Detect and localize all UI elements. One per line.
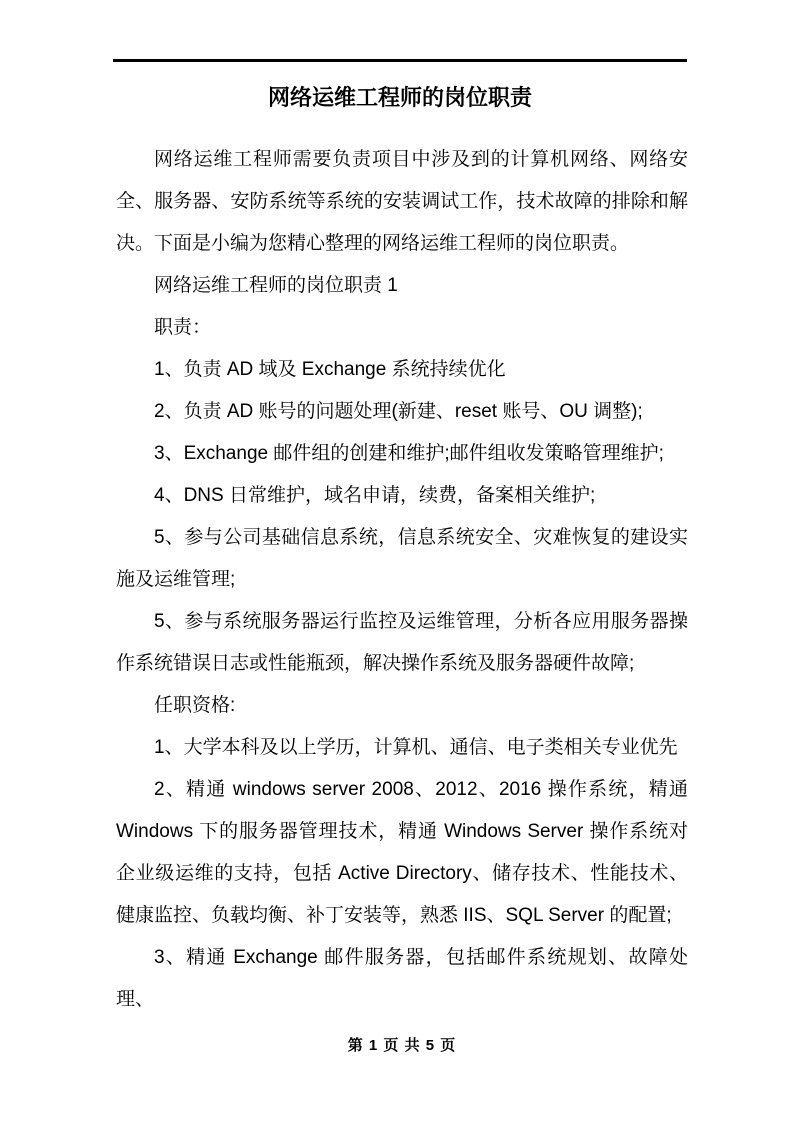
duties-label: 职责：: [154, 317, 212, 338]
qualification-item-2: 2、精通 windows server 2008、2012、2016 操作系统，精通 Windows 下的服务器管理技术，精通 Windows Server 操作系统对企业级运维的支持，包括 Active Directory、储存技术、性能技术、健康监控、负载均衡、补丁安装等，熟悉 IIS、SQL Server 的配置;: [116, 779, 688, 926]
duty-item-5b: 5、参与系统服务器运行监控及运维管理，分析各应用服务器操作系统错误日志或性能瓶颈，解决操作系统及服务器硬件故障;: [116, 611, 688, 674]
intro-paragraph: 网络运维工程师需要负责项目中涉及到的计算机网络、网络安全、服务器、安防系统等系统的安装调试工作，技术故障的排除和解决。下面是小编为您精心整理的网络运维工程师的岗位职责。: [116, 149, 688, 254]
qualification-item-1: 1、大学本科及以上学历，计算机、通信、电子类相关专业优先: [154, 737, 678, 758]
page-number-footer: 第 1 页 共 5 页: [347, 1037, 457, 1054]
document-title: 网络运维工程师的岗位职责: [267, 85, 532, 110]
qualifications-label: 任职资格:: [154, 695, 236, 716]
duty-item-2: 2、负责 AD 账号的问题处理(新建、reset 账号、OU 调整);: [154, 401, 643, 422]
duty-item-4: 4、DNS 日常维护，域名申请，续费，备案相关维护;: [154, 485, 596, 506]
duty-item-1: 1、负责 AD 域及 Exchange 系统持续优化: [154, 359, 506, 380]
qualification-item-3: 3、精通 Exchange 邮件服务器，包括邮件系统规划、故障处理、: [116, 947, 688, 1010]
header-rule: [113, 59, 687, 62]
document-body: [116, 139, 688, 1021]
duty-item-3: 3、Exchange 邮件组的创建和维护;邮件组收发策略管理维护;: [154, 443, 664, 464]
section-heading-1: 网络运维工程师的岗位职责 1: [154, 275, 398, 296]
duty-item-5a: 5、参与公司基础信息系统，信息系统安全、灾难恢复的建设实施及运维管理;: [116, 527, 688, 590]
